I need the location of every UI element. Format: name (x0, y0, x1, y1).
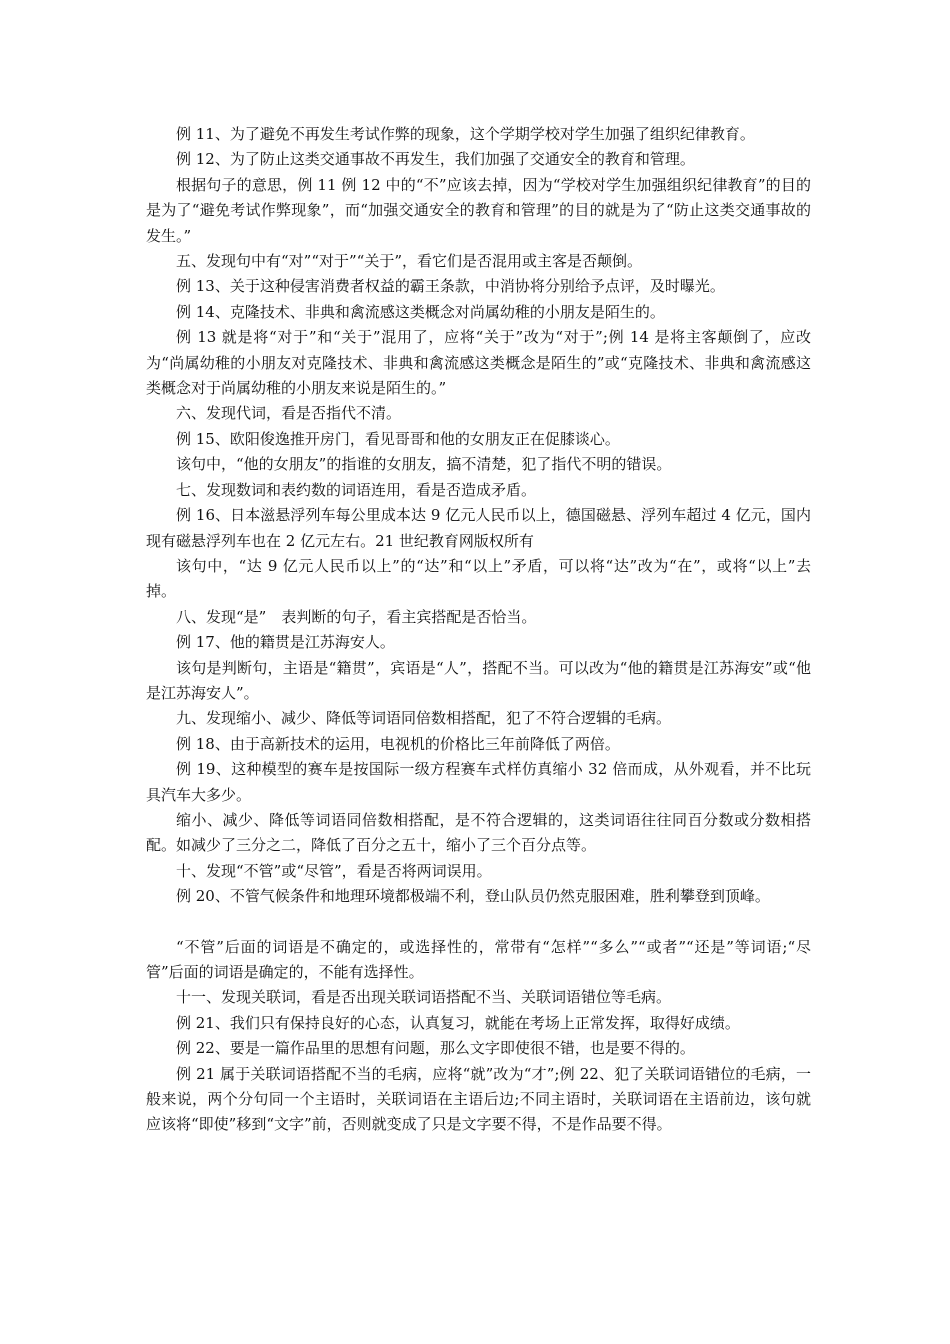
document-body (146, 122, 811, 1138)
example-18: 例 18、由于高新技术的运用，电视机的价格比三年前降低了两倍。 (176, 734, 620, 753)
section-heading-8: 八、发现“是” 表判断的句子，看主宾搭配是否恰当。 (176, 607, 537, 626)
section-heading-6: 六、发现代词，看是否指代不清。 (176, 404, 402, 423)
explanation-21-22: 例 21 属于关联词语搭配不当的毛病，应将“就”改为“才”;例 22、犯了关联词语错位的毛病，一般来说，两个分句同一个主语时，关联词语在主语后边;不同主语时，关联词语在主语前边，该句就应该将“即使”移到“文字”前，否则就变成了只是文字要不得，不是作品要不得。 (146, 1064, 811, 1134)
explanation-17: 该句是判断句，主语是“籍贯”，宾语是“人”，搭配不当。可以改为“他的籍贯是江苏海安”或“他是江苏海安人”。 (146, 658, 811, 702)
section-heading-9: 九、发现缩小、减少、降低等词语同倍数相搭配，犯了不符合逻辑的毛病。 (176, 709, 672, 728)
example-20: 例 20、不管气候条件和地理环境都极端不利，登山队员仍然克服困难，胜利攀登到顶峰。 (176, 887, 770, 906)
example-17: 例 17、他的籍贯是江苏海安人。 (176, 633, 395, 652)
explanation-11-12: 根据句子的意思，例 11 例 12 中的“不”应该去掉，因为“学校对学生加强组织纪律教育”的目的是为了“避免考试作弊现象”，而“加强交通安全的教育和管理”的目的就是为了“防止这类交通事故的发生。” (146, 175, 811, 245)
example-21: 例 21、我们只有保持良好的心态，认真复习，就能在考场上正常发挥，取得好成绩。 (176, 1013, 740, 1032)
example-12: 例 12、为了防止这类交通事故不再发生，我们加强了交通安全的教育和管理。 (176, 150, 695, 169)
explanation-13-14: 例 13 就是将“对于”和“关于”混用了，应将“关于”改为“对于”;例 14 是将主客颠倒了，应改为“尚属幼稚的小朋友对克隆技术、非典和禽流感这类概念是陌生的”或“克隆技术、非典和禽流感这类概念对于尚属幼稚的小朋友来说是陌生的。” (146, 328, 811, 398)
section-heading-5: 五、发现句中有“对”“对于”“关于”，看它们是否混用或主客是否颠倒。 (176, 252, 643, 271)
example-13: 例 13、关于这种侵害消费者权益的霸王条款，中消协将分别给予点评，及时曝光。 (176, 277, 725, 296)
explanation-16: 该句中，“达 9 亿元人民币以上”的“达”和“以上”矛盾，可以将“达”改为“在”，或将“以上”去掉。 (146, 556, 811, 601)
explanation-20: “不管”后面的词语是不确定的，或选择性的，常带有“怎样”“多么”“或者”“还是”等词语;“尽管”后面的词语是确定的，不能有选择性。 (146, 937, 811, 981)
example-15: 例 15、欧阳俊逸推开房门，看见哥哥和他的女朋友正在促膝谈心。 (176, 429, 620, 448)
section-heading-7: 七、发现数词和表约数的词语连用，看是否造成矛盾。 (176, 480, 537, 499)
explanation-15: 该句中，“他的女朋友”的指谁的女朋友，搞不清楚，犯了指代不明的错误。 (176, 455, 672, 474)
explanation-18-19: 缩小、减少、降低等词语同倍数相搭配，是不符合逻辑的，这类词语往往同百分数或分数相搭配。如减少了三分之二，降低了百分之五十，缩小了三个百分点等。 (146, 810, 811, 855)
example-14: 例 14、克隆技术、非典和禽流感这类概念对尚属幼稚的小朋友是陌生的。 (176, 302, 665, 321)
section-heading-10: 十、发现“不管”或“尽管”，看是否将两词误用。 (176, 861, 492, 880)
example-16: 例 16、日本滋悬浮列车每公里成本达 9 亿元人民币以上，德国磁悬、浮列车超过 4 亿元，国内现有磁悬浮列车也在 2 亿元左右。21 世纪教育网版权所有 (146, 506, 811, 550)
example-19: 例 19、这种模型的赛车是按国际一级方程赛车式样仿真缩小 32 倍而成，从外观看，并不比玩具汽车大多少。 (146, 760, 811, 804)
example-22: 例 22、要是一篇作品里的思想有问题，那么文字即使很不错，也是要不得的。 (176, 1039, 695, 1058)
section-heading-11: 十一、发现关联词，看是否出现关联词语搭配不当、关联词语错位等毛病。 (176, 988, 672, 1007)
example-11: 例 11、为了避免不再发生考试作弊的现象，这个学期学校对学生加强了组织纪律教育。 (176, 125, 755, 143)
